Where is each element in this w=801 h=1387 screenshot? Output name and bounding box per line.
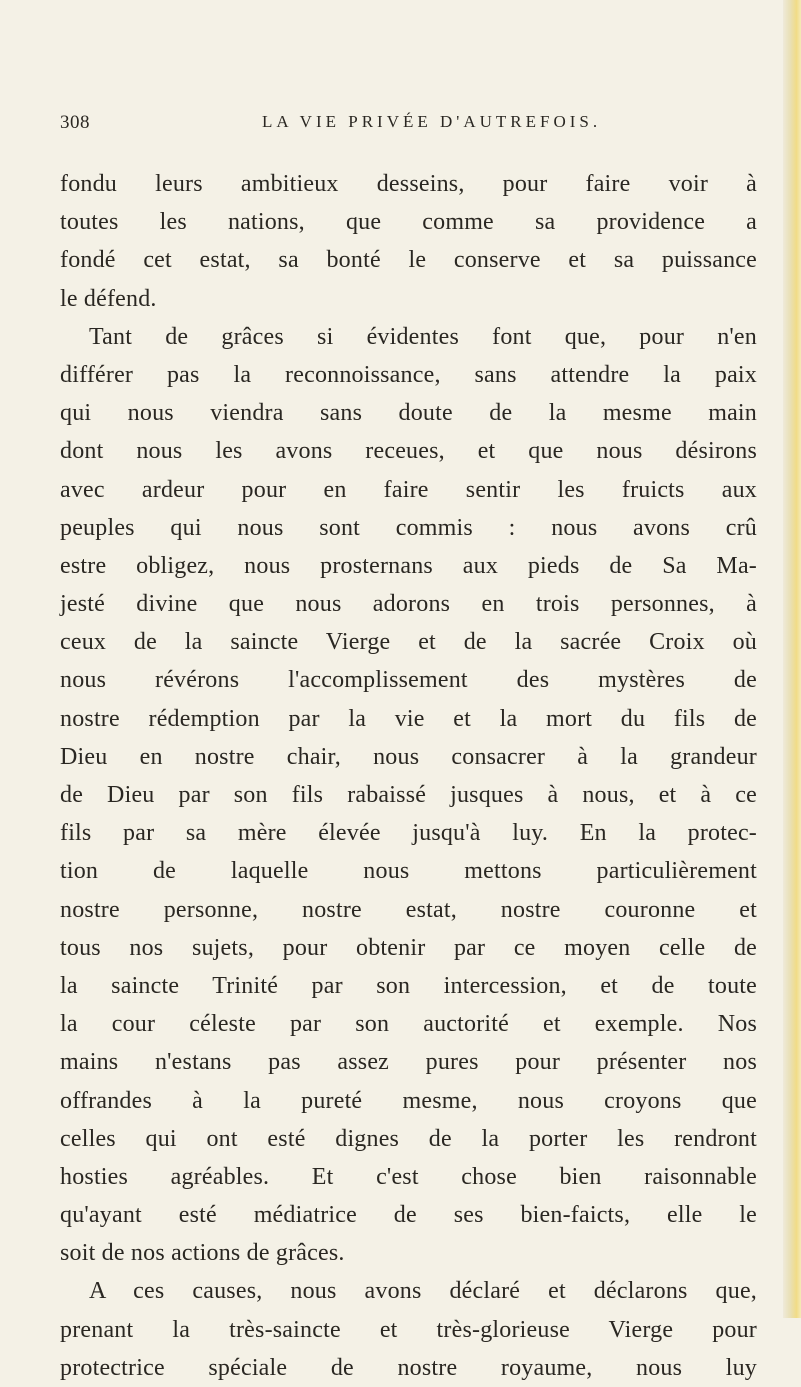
body-text xyxy=(60,165,757,1387)
text-line: fils par sa mère élevée jusqu'à luy. En la protec- xyxy=(60,820,757,847)
text-line: qu'ayant esté médiatrice de ses bien-faicts, elle le xyxy=(60,1202,757,1229)
text-line: peuples qui nous sont commis : nous avons crû xyxy=(60,514,757,541)
text-line: la saincte Trinité par son intercession, et de toute xyxy=(60,972,757,999)
text-line: ceux de la saincte Vierge et de la sacrée Croix où xyxy=(60,629,757,656)
text-line: celles qui ont esté dignes de la porter les rendront xyxy=(60,1125,757,1152)
text-line: tous nos sujets, pour obtenir par ce moyen celle de xyxy=(60,934,757,961)
text-line: Dieu en nostre chair, nous consacrer à la grandeur xyxy=(60,743,757,770)
text-line: Tant de grâces si évidentes font que, pour n'en xyxy=(89,323,757,350)
text-line: dont nous les avons receues, et que nous désirons xyxy=(60,438,757,465)
text-line: le défend. xyxy=(60,285,157,312)
text-line: estre obligez, nous prosternans aux pieds de Sa Ma- xyxy=(60,552,757,579)
text-line: fondu leurs ambitieux desseins, pour faire voir à xyxy=(60,171,757,197)
text-line: prenant la très-saincte et très-glorieuse Vierge pour xyxy=(60,1316,757,1343)
text-line: la cour céleste par son auctorité et exemple. Nos xyxy=(60,1011,757,1038)
text-line: soit de nos actions de grâces. xyxy=(60,1240,345,1267)
text-line: tion de laquelle nous mettons particulièrement xyxy=(60,858,757,885)
page-edge xyxy=(783,0,801,1318)
text-line: offrandes à la pureté mesme, nous croyons que xyxy=(60,1087,757,1114)
text-line: hosties agréables. Et c'est chose bien raisonnable xyxy=(60,1163,757,1190)
text-line: nostre personne, nostre estat, nostre couronne et xyxy=(60,896,757,923)
text-line: fondé cet estat, sa bonté le conserve et sa puissance xyxy=(60,247,757,274)
text-line: avec ardeur pour en faire sentir les fruicts aux xyxy=(60,476,757,503)
text-line: qui nous viendra sans doute de la mesme main xyxy=(60,400,757,427)
text-line: toutes les nations, que comme sa providence a xyxy=(60,209,757,236)
page-header xyxy=(60,112,760,136)
text-line: A ces causes, nous avons déclaré et déclarons que, xyxy=(89,1278,757,1305)
text-line: nostre rédemption par la vie et la mort du fils de xyxy=(60,705,757,732)
text-line: de Dieu par son fils rabaissé jusques à nous, et à ce xyxy=(60,782,757,808)
running-title: LA VIE PRIVÉE D'AUTREFOIS. xyxy=(262,112,602,131)
text-line: nous révérons l'accomplissement des mystères de xyxy=(60,667,757,694)
text-line: mains n'estans pas assez pures pour présenter nos xyxy=(60,1049,757,1076)
text-line: différer pas la reconnoissance, sans attendre la paix xyxy=(60,361,757,388)
text-line: protectrice spéciale de nostre royaume, nous luy xyxy=(60,1354,757,1381)
text-line: jesté divine que nous adorons en trois personnes, à xyxy=(60,591,757,618)
page-number: 308 xyxy=(60,112,90,133)
